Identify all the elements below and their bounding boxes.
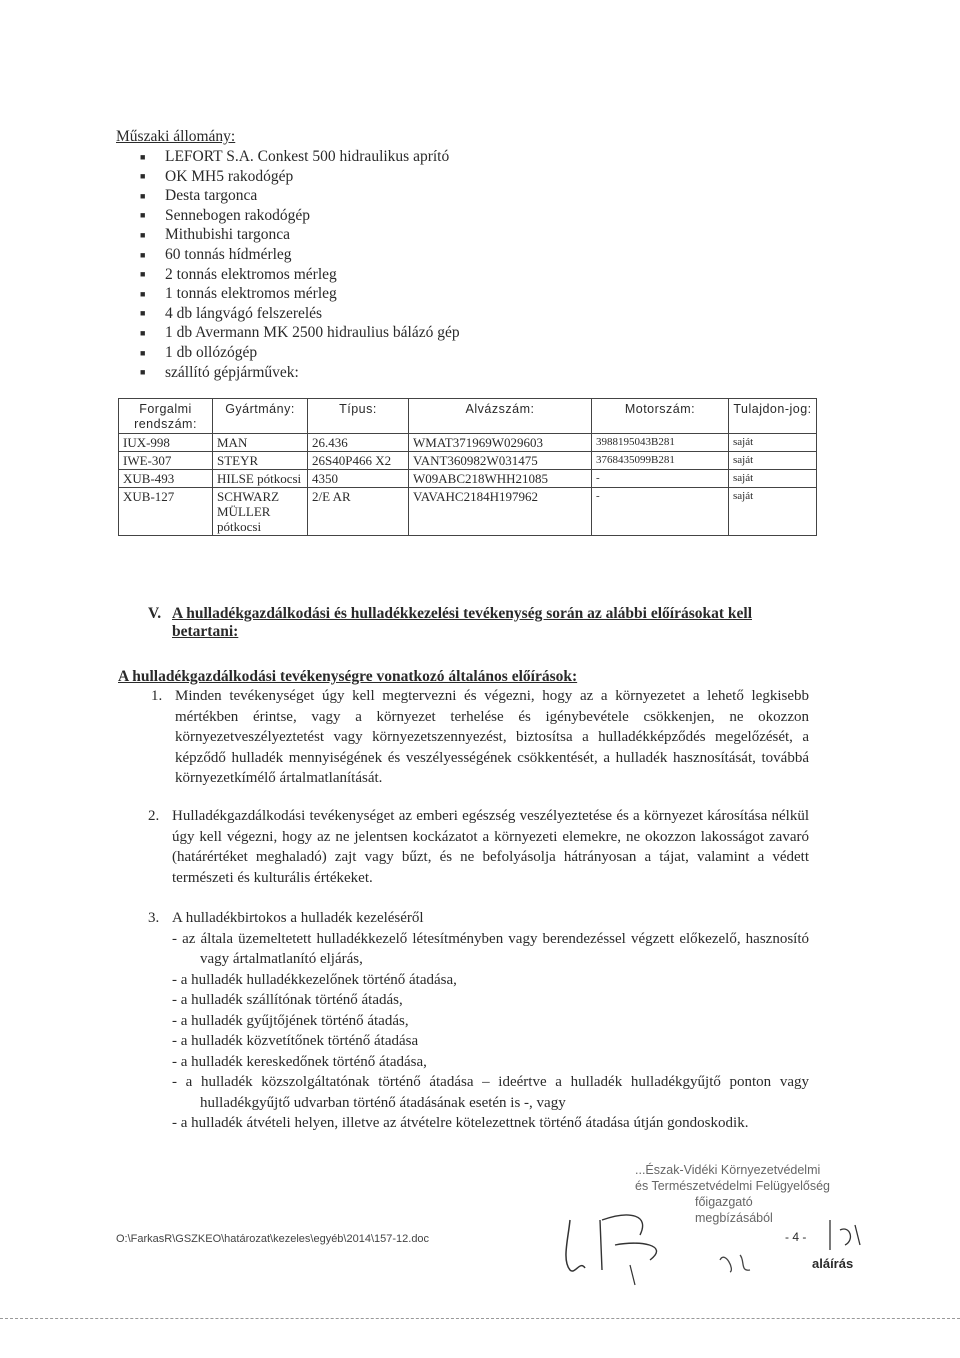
table-cell: 26S40P466 X2 — [308, 452, 409, 470]
column-header: Alvázszám: — [409, 399, 592, 434]
list-item: - a hulladék közvetítőnek történő átadása — [172, 1033, 419, 1049]
section-title: A hulladékgazdálkodási és hulladékkezelési tevékenység során az alábbi előírásokat kell — [172, 605, 753, 622]
table-row — [119, 488, 817, 536]
paragraph-number: 2. — [148, 808, 160, 824]
list-item: - a hulladék közszolgáltatónak történő átadása – ideértve a hulladék hulladékgyűjtő ponton vagy hulladékgyűjtő udvarban történő átadásának esetén is -, vagy — [172, 1074, 809, 1111]
signature-icon — [540, 1200, 880, 1300]
paragraph-2 — [148, 806, 809, 888]
bullet-icon: ■ — [140, 288, 146, 299]
paragraph-text: Hulladékgazdálkodási tevékenységet az emberi egészség veszélyeztetése és a környezet károsítása nélkül úgy kell végezni, hogy az ne jelentsen kockázatot a környezeti elemekre, ne okozzon lakosságot zavaró (határértéket meghaladó) zajt vagy bűzt, és ne befolyásolja hátrányosan a tájat, valamint a védett természeti és kulturális értékeket. — [172, 808, 809, 886]
table-cell: saját — [729, 434, 817, 452]
dash-list — [172, 929, 809, 1134]
table-cell: 2/E AR — [308, 488, 409, 536]
list-item: ■ szállító gépjárművek: — [140, 363, 460, 383]
list-item: - a hulladék gyűjtőjének történő átadás, — [172, 1012, 409, 1029]
table-cell: WMAT371969W029603 — [409, 434, 592, 452]
column-header: Motorszám: — [592, 399, 729, 434]
bottom-rule — [0, 1318, 960, 1320]
paragraph-number: 3. — [148, 910, 160, 926]
bullet-icon: ■ — [140, 210, 146, 221]
column-header: Gyártmány: — [213, 399, 308, 434]
section-heading: Műszaki állomány: — [116, 128, 236, 145]
table-cell: saját — [729, 470, 817, 488]
list-item: ■ 60 tonnás hídmérleg — [140, 245, 460, 265]
list-item: ■ Sennebogen rakodógép — [140, 206, 460, 226]
list-item: ■ 1 db ollózógép — [140, 343, 460, 363]
bullet-icon: ■ — [140, 151, 146, 162]
signature-label: aláírás — [812, 1256, 854, 1271]
column-header: Forgalmi rendszám: — [119, 399, 213, 434]
section-v-heading — [148, 605, 752, 641]
list-item: ■ 2 tonnás elektromos mérleg — [140, 265, 460, 285]
equipment-list — [140, 147, 460, 382]
bullet-icon: ■ — [140, 171, 146, 182]
bullet-icon: ■ — [140, 230, 146, 241]
page-number: - 4 - — [785, 1230, 807, 1244]
list-item: - az általa üzemeltetett hulladékkezelő létesítményben vagy berendezéssel végzett előkezelő, hasznosító vagy ártalmatlanító eljárás, — [172, 930, 809, 967]
table-row — [119, 434, 817, 452]
column-header: Típus: — [308, 399, 409, 434]
table-cell: STEYR — [213, 452, 308, 470]
bullet-icon: ■ — [140, 347, 146, 358]
table-row — [119, 470, 817, 488]
file-path: O:\FarkasR\GSZKEO\határozat\kezeles\egyéb\2014\157-12.doc — [116, 1233, 430, 1245]
table-cell: - — [592, 488, 729, 536]
section-title-continued: betartani: — [172, 623, 239, 640]
bullet-icon: ■ — [140, 308, 146, 319]
paragraph-1 — [151, 686, 809, 789]
list-item: - a hulladék átvételi helyen, illetve az átvételre kötelezettnek történő átadása útján gondoskodik. — [172, 1115, 749, 1131]
section-number: V. — [148, 605, 162, 622]
table-cell: 3768435099B281 — [592, 452, 729, 470]
table-cell: XUB-493 — [119, 470, 213, 488]
table-cell: IUX-998 — [119, 434, 213, 452]
table-cell: saját — [729, 452, 817, 470]
list-item: ■ OK MH5 rakodógép — [140, 167, 460, 187]
table-cell: W09ABC218WHH21085 — [409, 470, 592, 488]
paragraph-text: Minden tevékenységet úgy kell megtervezni és végezni, hogy az a környezetet a lehető legkisebb mértékben érintse, vagy a környezet terhelése és igénybevétele csökkenjen, ne okozzon környezetveszélyeztetést vagy környezetszennyezést, biztosítsa a hulladékképződés megelőzését, a képződő hulladék mennyiségének és veszélyességének csökkentését, a hulladék hasznosítását, továbbá környezetkímélő ártalmatlanítását. — [175, 688, 809, 786]
table-cell: 26.436 — [308, 434, 409, 452]
table-header-row — [119, 399, 817, 434]
table-cell: VANT360982W031475 — [409, 452, 592, 470]
table-cell: - — [592, 470, 729, 488]
table-cell: IWE-307 — [119, 452, 213, 470]
bullet-icon: ■ — [140, 327, 146, 338]
vehicle-table — [118, 398, 817, 536]
list-item: ■ Desta targonca — [140, 186, 460, 206]
table-cell: MAN — [213, 434, 308, 452]
list-item: - a hulladék hulladékkezelőnek történő átadása, — [172, 971, 457, 988]
table-cell: HILSE pótkocsi — [213, 470, 308, 488]
list-item: ■ Mithubishi targonca — [140, 225, 460, 245]
list-item: ■ 4 db lángvágó felszerelés — [140, 304, 460, 324]
list-item: ■ 1 tonnás elektromos mérleg — [140, 284, 460, 304]
table-cell: XUB-127 — [119, 488, 213, 536]
bullet-icon: ■ — [140, 249, 146, 260]
bullet-icon: ■ — [140, 367, 146, 378]
table-cell: 3988195043B281 — [592, 434, 729, 452]
stamp-line: megbízásából — [695, 1211, 773, 1225]
column-header: Tulajdon-jog: — [729, 399, 817, 434]
table-cell: 4350 — [308, 470, 409, 488]
list-item: - a hulladék kereskedőnek történő átadása, — [172, 1053, 427, 1070]
list-item: ■ LEFORT S.A. Conkest 500 hidraulikus aprító — [140, 147, 460, 167]
paragraph-intro: A hulladékbirtokos a hulladék kezeléséről — [172, 910, 424, 926]
table-cell: saját — [729, 488, 817, 536]
stamp-line: főigazgató — [695, 1195, 753, 1209]
table-row — [119, 452, 817, 470]
bullet-icon: ■ — [140, 269, 146, 280]
table-cell: VAVAHC2184H197962 — [409, 488, 592, 536]
list-item: - a hulladék szállítónak történő átadás, — [172, 992, 403, 1008]
paragraph-number: 1. — [151, 688, 163, 704]
bullet-icon: ■ — [140, 190, 146, 201]
list-item: ■ 1 db Avermann MK 2500 hidraulius bálázó gép — [140, 323, 460, 343]
stamp-line: ...Észak-Vidéki Környezetvédelmi — [635, 1163, 821, 1177]
stamp-line: és Természetvédelmi Felügyelőség — [635, 1179, 831, 1193]
table-cell: SCHWARZ MÜLLER pótkocsi — [213, 488, 308, 536]
paragraph-3 — [148, 908, 809, 1134]
subheading: A hulladékgazdálkodási tevékenységre vonatkozó általános előírások: — [118, 668, 578, 685]
